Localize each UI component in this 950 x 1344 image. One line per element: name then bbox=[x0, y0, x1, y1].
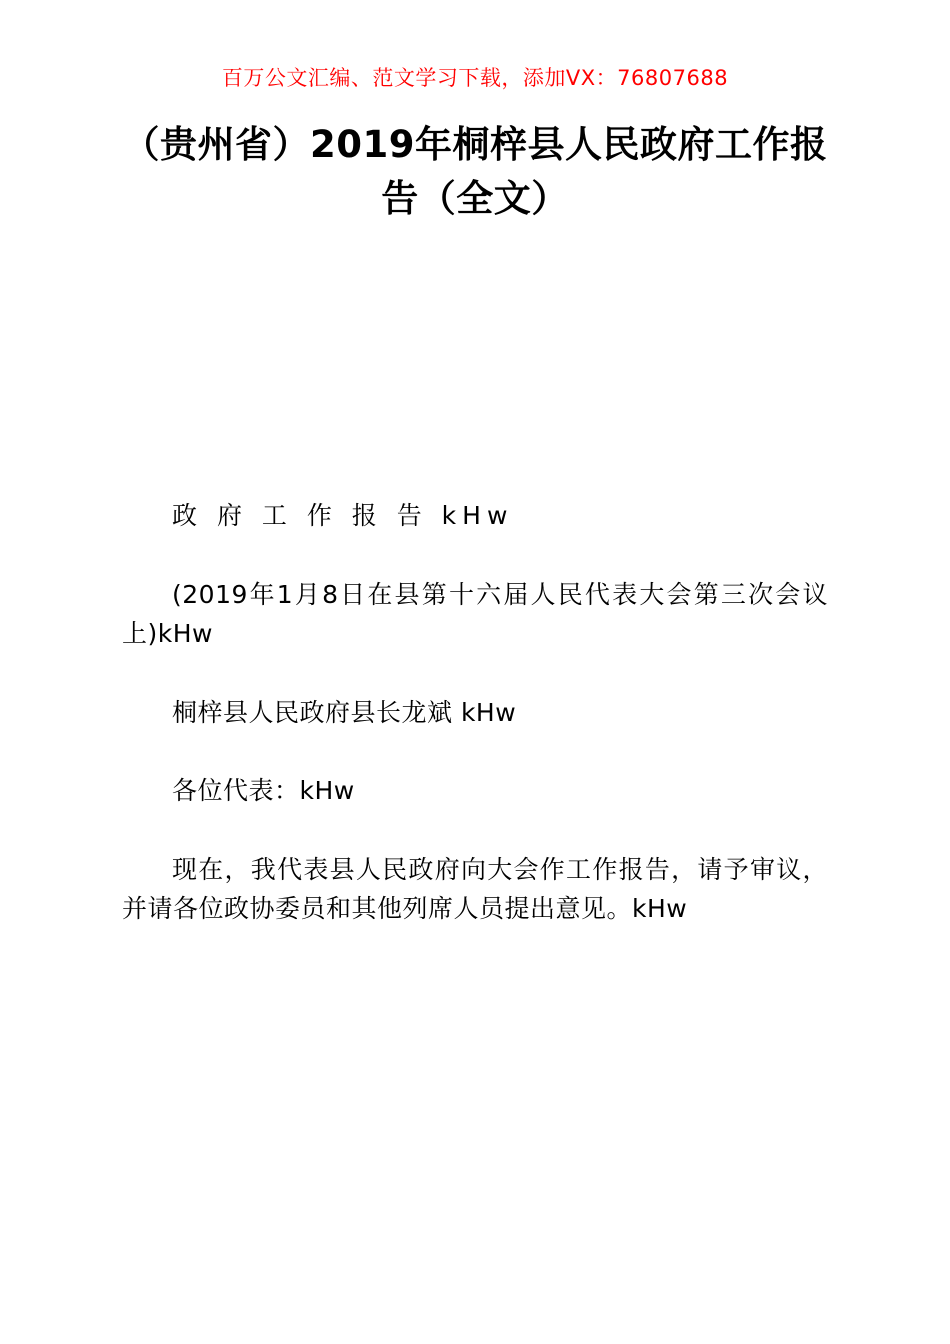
paragraph-session-info: (2019年1月8日在县第十六届人民代表大会第三次会议上)kHw bbox=[122, 580, 828, 648]
page-title: （贵州省）2019年桐梓县人民政府工作报 告（全文） bbox=[122, 123, 828, 220]
watermark-text: 百万公文汇编、范文学习下载，添加VX：76807688 bbox=[221, 66, 729, 90]
paragraph-speaker: 桐梓县人民政府县长龙斌 kHw bbox=[172, 697, 517, 727]
paragraph-opening: 现在，我代表县人民政府向大会作工作报告，请予审议，并请各位政协委员和其他列席人员提出意见。kHw bbox=[122, 855, 828, 923]
paragraph-report-heading: 政 府 工 作 报 告 kHw bbox=[172, 501, 514, 531]
paragraph-salutation: 各位代表：kHw bbox=[172, 776, 355, 806]
document-body bbox=[122, 497, 828, 928]
title-body-gap bbox=[122, 225, 828, 497]
